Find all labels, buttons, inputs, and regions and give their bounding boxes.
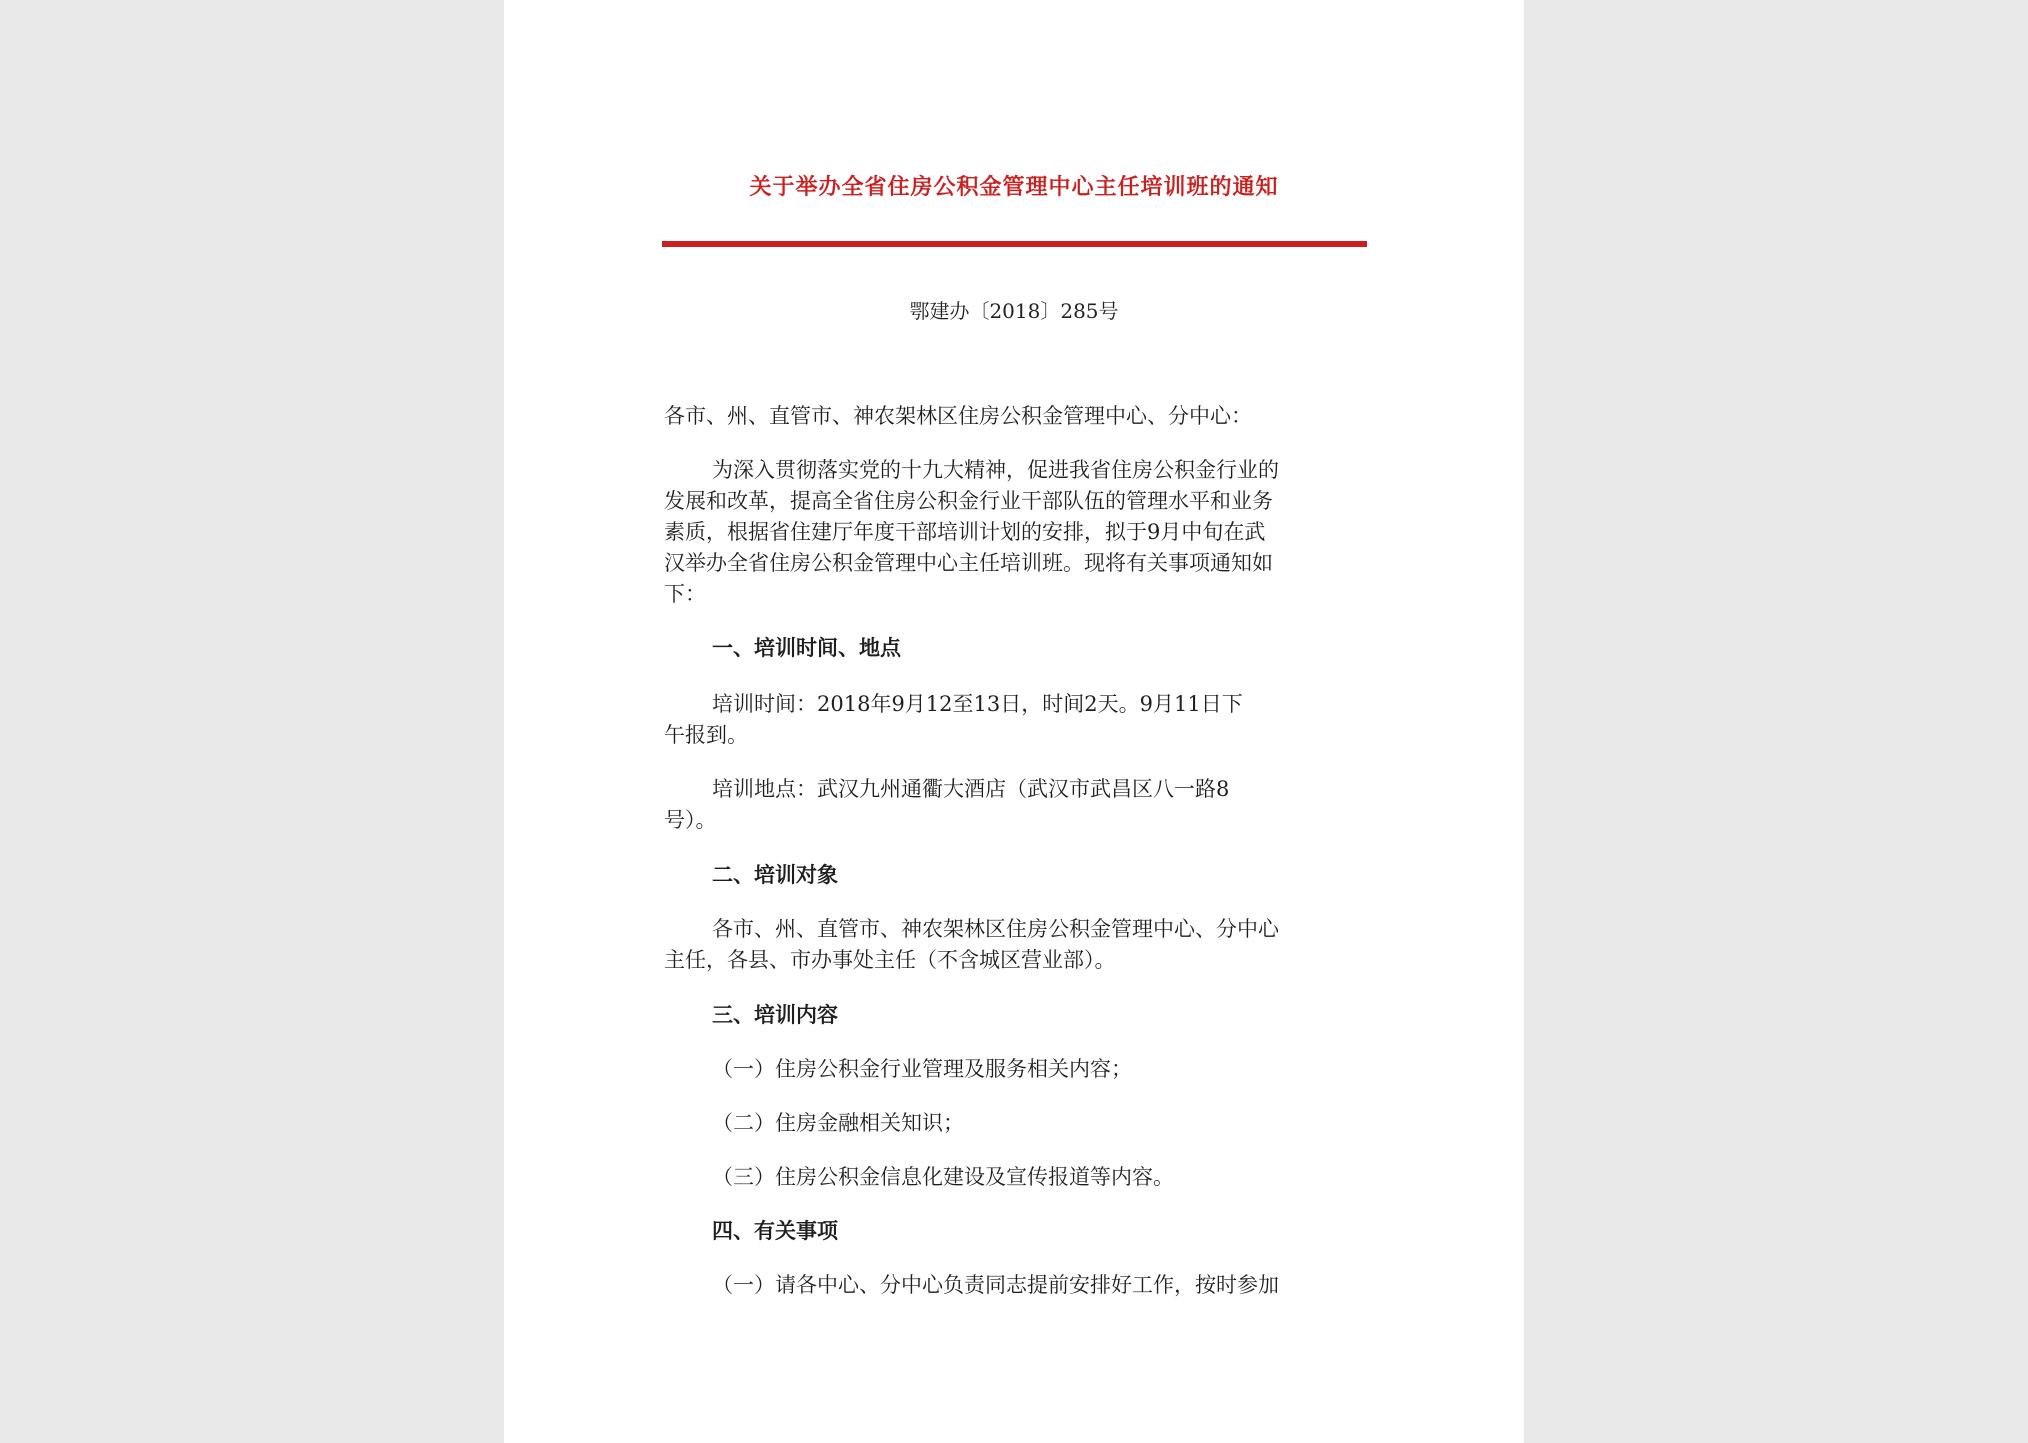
red-header-rule xyxy=(662,241,1367,247)
paragraph-line: 培训时间：2018年9月12至13日，时间2天。9月11日下 xyxy=(712,692,1243,716)
salutation: 各市、州、直管市、神农架林区住房公积金管理中心、分中心： xyxy=(664,404,1252,428)
section-heading: 一、培训时间、地点 xyxy=(712,635,901,660)
document-number: 鄂建办〔2018〕285号 xyxy=(909,299,1119,323)
paragraph-line: 午报到。 xyxy=(664,723,748,747)
intro-line: 为深入贯彻落实党的十九大精神，促进我省住房公积金行业的 xyxy=(712,458,1279,482)
paragraph-line: 各市、州、直管市、神农架林区住房公积金管理中心、分中心 xyxy=(712,917,1279,941)
list-item: （一）住房公积金行业管理及服务相关内容； xyxy=(712,1057,1132,1081)
document-title: 关于举办全省住房公积金管理中心主任培训班的通知 xyxy=(749,174,1279,200)
section-heading: 四、有关事项 xyxy=(712,1218,838,1243)
paragraph-line: 培训地点：武汉九州通衢大酒店（武汉市武昌区八一路8 xyxy=(712,777,1230,801)
section-heading: 二、培训对象 xyxy=(712,862,838,887)
intro-line: 素质，根据省住建厅年度干部培训计划的安排，拟于9月中旬在武 xyxy=(664,520,1266,544)
paragraph-line: 号）。 xyxy=(664,808,717,832)
list-item: （一）请各中心、分中心负责同志提前安排好工作，按时参加 xyxy=(712,1273,1279,1297)
document-page[interactable] xyxy=(504,0,1524,1443)
intro-line: 汉举办全省住房公积金管理中心主任培训班。现将有关事项通知如 xyxy=(664,551,1273,575)
list-item: （二）住房金融相关知识； xyxy=(712,1111,964,1135)
section-heading: 三、培训内容 xyxy=(712,1002,838,1027)
intro-line: 下： xyxy=(664,582,706,606)
intro-line: 发展和改革，提高全省住房公积金行业干部队伍的管理水平和业务 xyxy=(664,489,1273,513)
paragraph-line: 主任，各县、市办事处主任（不含城区营业部）。 xyxy=(664,948,1116,972)
list-item: （三）住房公积金信息化建设及宣传报道等内容。 xyxy=(712,1165,1174,1189)
